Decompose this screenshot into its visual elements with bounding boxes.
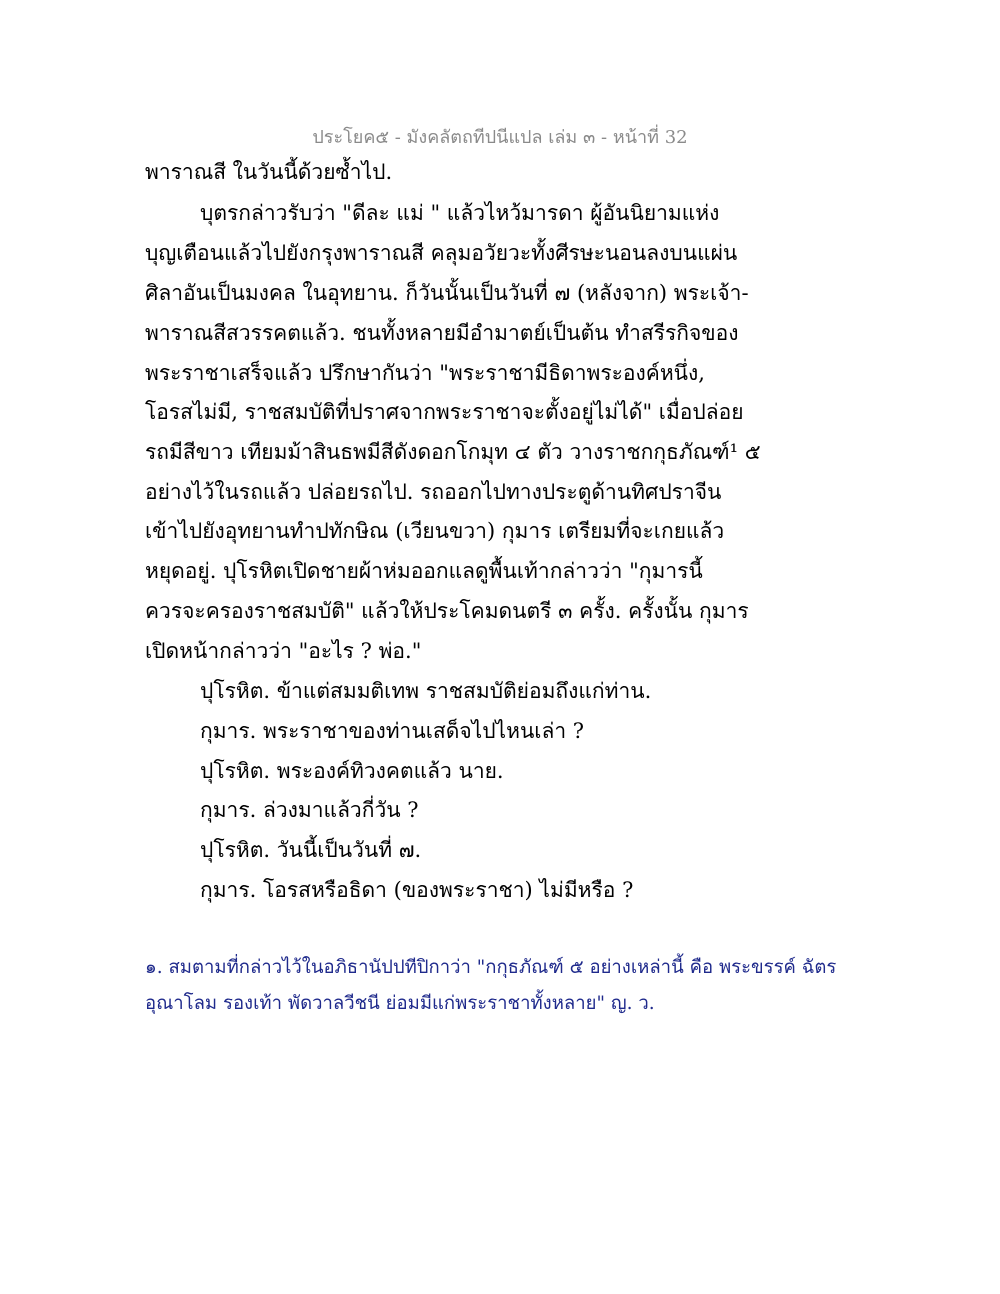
dialogue-line-6: กุมาร. โอรสหรือธิดา (ของพระราชา) ไม่มีหรือ ? — [200, 878, 634, 902]
body-line-6: พระราชาเสร็จแล้ว ปรึกษากันว่า "พระราชามีธิดาพระองค์หนึ่ง, — [145, 361, 705, 385]
body-line-3: บุญเตือนแล้วไปยังกรุงพาราณสี คลุมอวัยวะทั้งศีรษะนอนลงบนแผ่น — [145, 241, 738, 265]
body-line-4: ศิลาอันเป็นมงคล ในอุทยาน. ก็วันนั้นเป็นวันที่ ๗ (หลังจาก) พระเจ้า- — [145, 281, 749, 305]
body-line-2: บุตรกล่าวรับว่า "ดีละ แม่ " แล้วไหว้มารดา ผู้อันนิยามแห่ง — [200, 201, 720, 225]
running-header: ประโยค๕ - มังคลัตถทีปนีแปล เล่ม ๓ - หน้าที่ 32 — [312, 127, 688, 148]
body-line-12: ควรจะครองราชสมบัติ" แล้วให้ประโคมดนตรี ๓ ครั้ง. ครั้งนั้น กุมาร — [145, 599, 749, 623]
dialogue-line-2: กุมาร. พระราชาของท่านเสด็จไปไหนเล่า ? — [200, 719, 585, 743]
dialogue-line-1: ปุโรหิต. ข้าแต่สมมติเทพ ราชสมบัติย่อมถึงแก่ท่าน. — [200, 679, 652, 703]
body-line-10: เข้าไปยังอุทยานทำปทักษิณ (เวียนขวา) กุมาร เตรียมที่จะเกยแล้ว — [145, 519, 725, 543]
footnote-line-1: ๑. สมตามที่กล่าวไว้ในอภิธานัปปทีปิกาว่า "กกุธภัณฑ์ ๕ อย่างเหล่านี้ คือ พระขรรค์ ฉัตร — [145, 957, 837, 978]
dialogue-line-3: ปุโรหิต. พระองค์ทิวงคตแล้ว นาย. — [200, 759, 504, 783]
body-line-11: หยุดอยู่. ปุโรหิตเปิดชายผ้าห่มออกแลดูพื้นเท้ากล่าวว่า "กุมารนี้ — [145, 559, 703, 583]
body-line-1: พาราณสี ในวันนี้ด้วยซ้ำไป. — [145, 160, 393, 184]
body-line-13: เปิดหน้ากล่าวว่า "อะไร ? พ่อ." — [145, 639, 422, 663]
body-line-7: โอรสไม่มี, ราชสมบัติที่ปราศจากพระราชาจะตั้งอยู่ไม่ได้" เมื่อปล่อย — [145, 400, 744, 424]
dialogue-line-5: ปุโรหิต. วันนี้เป็นวันที่ ๗. — [200, 838, 422, 862]
body-line-9: อย่างไว้ในรถแล้ว ปล่อยรถไป. รถออกไปทางประตูด้านทิศปราจีน — [145, 480, 722, 504]
dialogue-line-4: กุมาร. ล่วงมาแล้วกี่วัน ? — [200, 798, 419, 822]
body-line-8: รถมีสีขาว เทียมม้าสินธพมีสีดังดอกโกมุท ๔ ตัว วางราชกกุธภัณฑ์¹ ๕ — [145, 440, 761, 464]
footnote-line-2: อุณาโลม รองเท้า พัดวาลวีชนี ย่อมมีแก่พระราชาทั้งหลาย" ญ. ว. — [145, 993, 655, 1014]
body-line-5: พาราณสีสวรรคตแล้ว. ชนทั้งหลายมีอำมาตย์เป็นต้น ทำสรีรกิจของ — [145, 321, 739, 345]
